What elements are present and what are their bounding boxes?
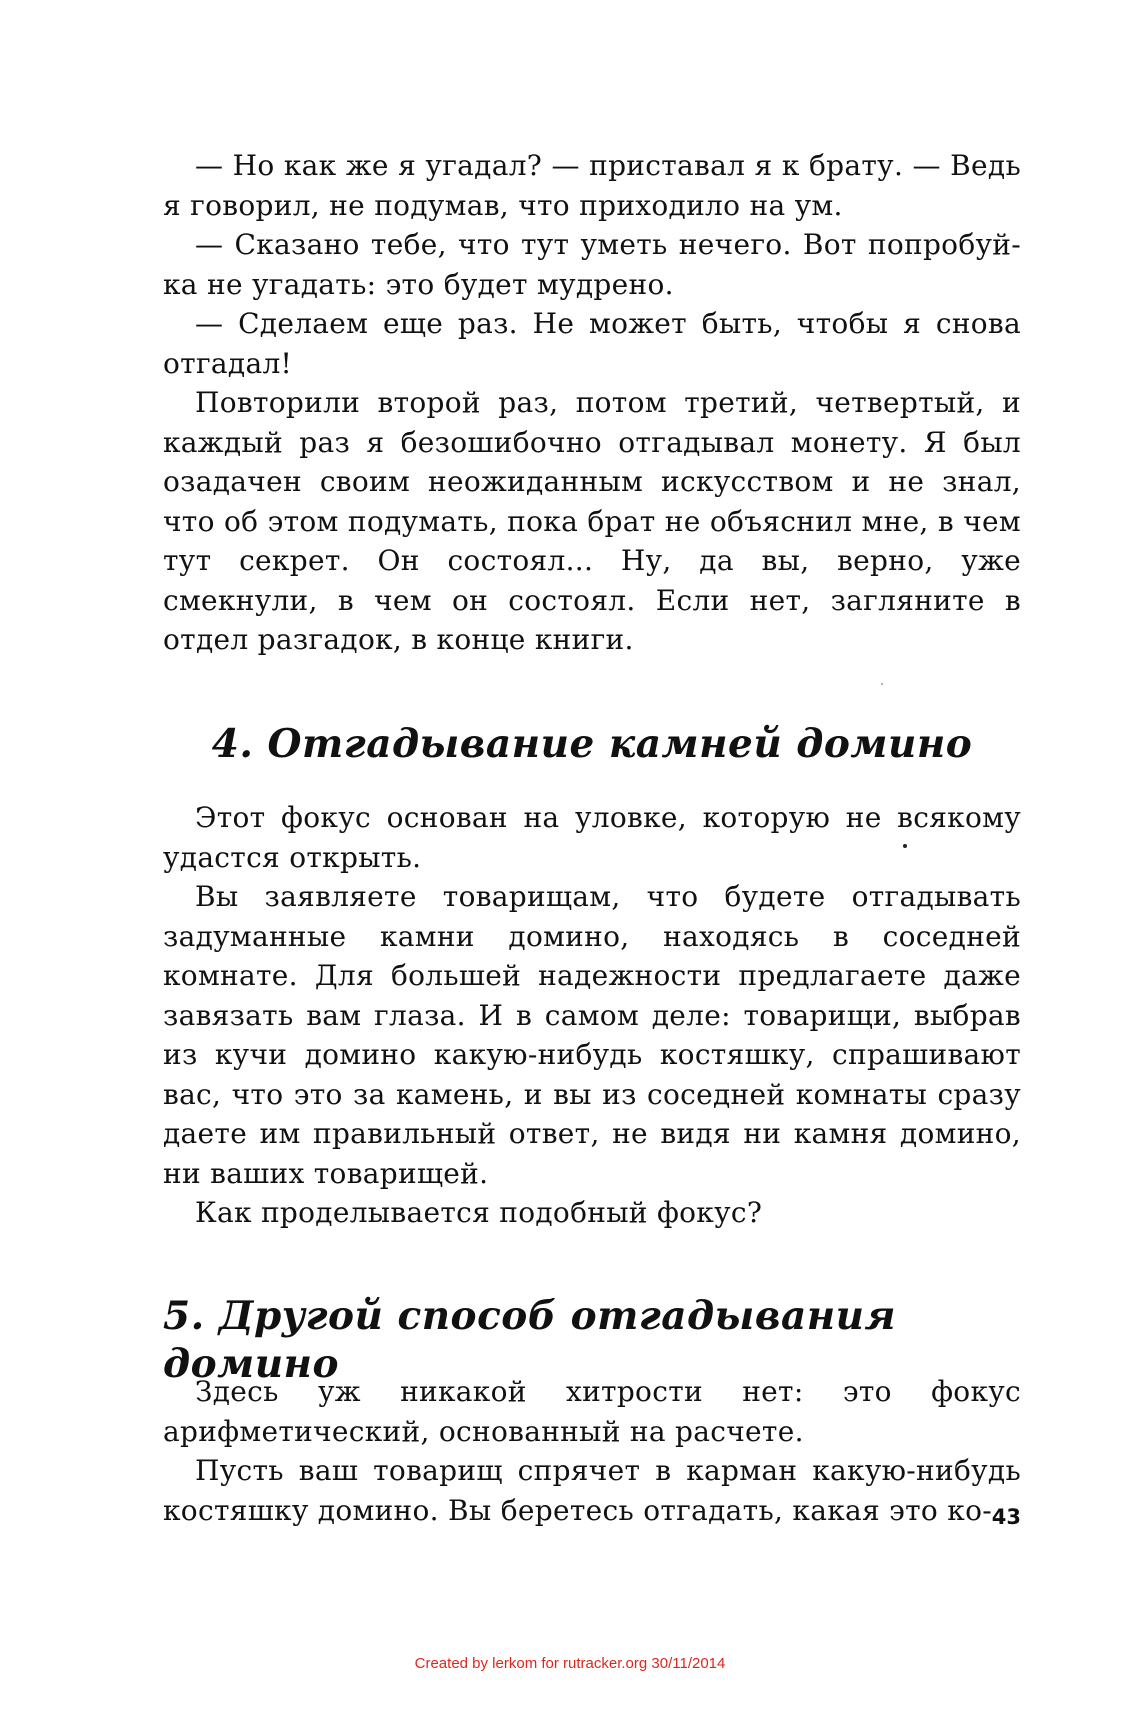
- section-heading-4: 4. Отгадывание камней домино: [211, 721, 973, 767]
- section-heading-5: 5. Другой способ отгадывания домино: [163, 1293, 897, 1387]
- section-5-body: [163, 1372, 1021, 1530]
- section-4-body: [163, 798, 1021, 1233]
- page-number: 43: [991, 1505, 1021, 1529]
- print-speck: [881, 683, 883, 685]
- paragraph: Как проделывается подобный фокус?: [195, 1196, 763, 1229]
- print-speck: [903, 844, 907, 848]
- paragraph: — Сказано тебе, что тут уметь нечего. Вот попробуй-ка не угадать: это будет мудрено.: [163, 228, 1021, 301]
- paragraph: Здесь уж никакой хитрости нет: это фокус арифметический, основанный на расчете.: [163, 1375, 1021, 1448]
- paragraph: Вы заявляете товарищам, что будете отгадывать задуманные камни домино, находясь в соседней комнате. Для большей надежности предлагаете даже завязать вам глаза. И в самом деле: товарищи, выбрав из кучи домино какую-нибудь костяшку, спрашивают вас, что это за камень, и вы из соседней комнаты сразу даете им правильный ответ, не видя ни камня домино, ни ваших товарищей.: [163, 880, 1021, 1190]
- paragraph: Повторили второй раз, потом третий, четвертый, и каждый раз я безошибочно отгадывал монету. Я был озадачен своим неожиданным искусством и не знал, что об этом подумать, пока брат не объяснил мне, в чем тут секрет. Он состоял... Ну, да вы, верно, уже смекнули, в чем он состоял. Если нет, загляните в отдел разгадок, в конце книги.: [163, 386, 1021, 656]
- watermark: Created by lerkom for rutracker.org 30/11/2014: [414, 1655, 726, 1672]
- dialogue-text-block: [163, 146, 1021, 660]
- paragraph: Пусть ваш товарищ спрячет в карман какую-нибудь костяшку домино. Вы беретесь отгадать, какая это ко-: [163, 1454, 1021, 1527]
- paragraph: — Сделаем еще раз. Не может быть, чтобы я снова отгадал!: [163, 307, 1021, 380]
- paragraph: — Но как же я угадал? — приставал я к брату. — Ведь я говорил, не подумав, что приходило на ум.: [163, 149, 1021, 222]
- paragraph: Этот фокус основан на уловке, которую не всякому удастся открыть.: [163, 801, 1021, 874]
